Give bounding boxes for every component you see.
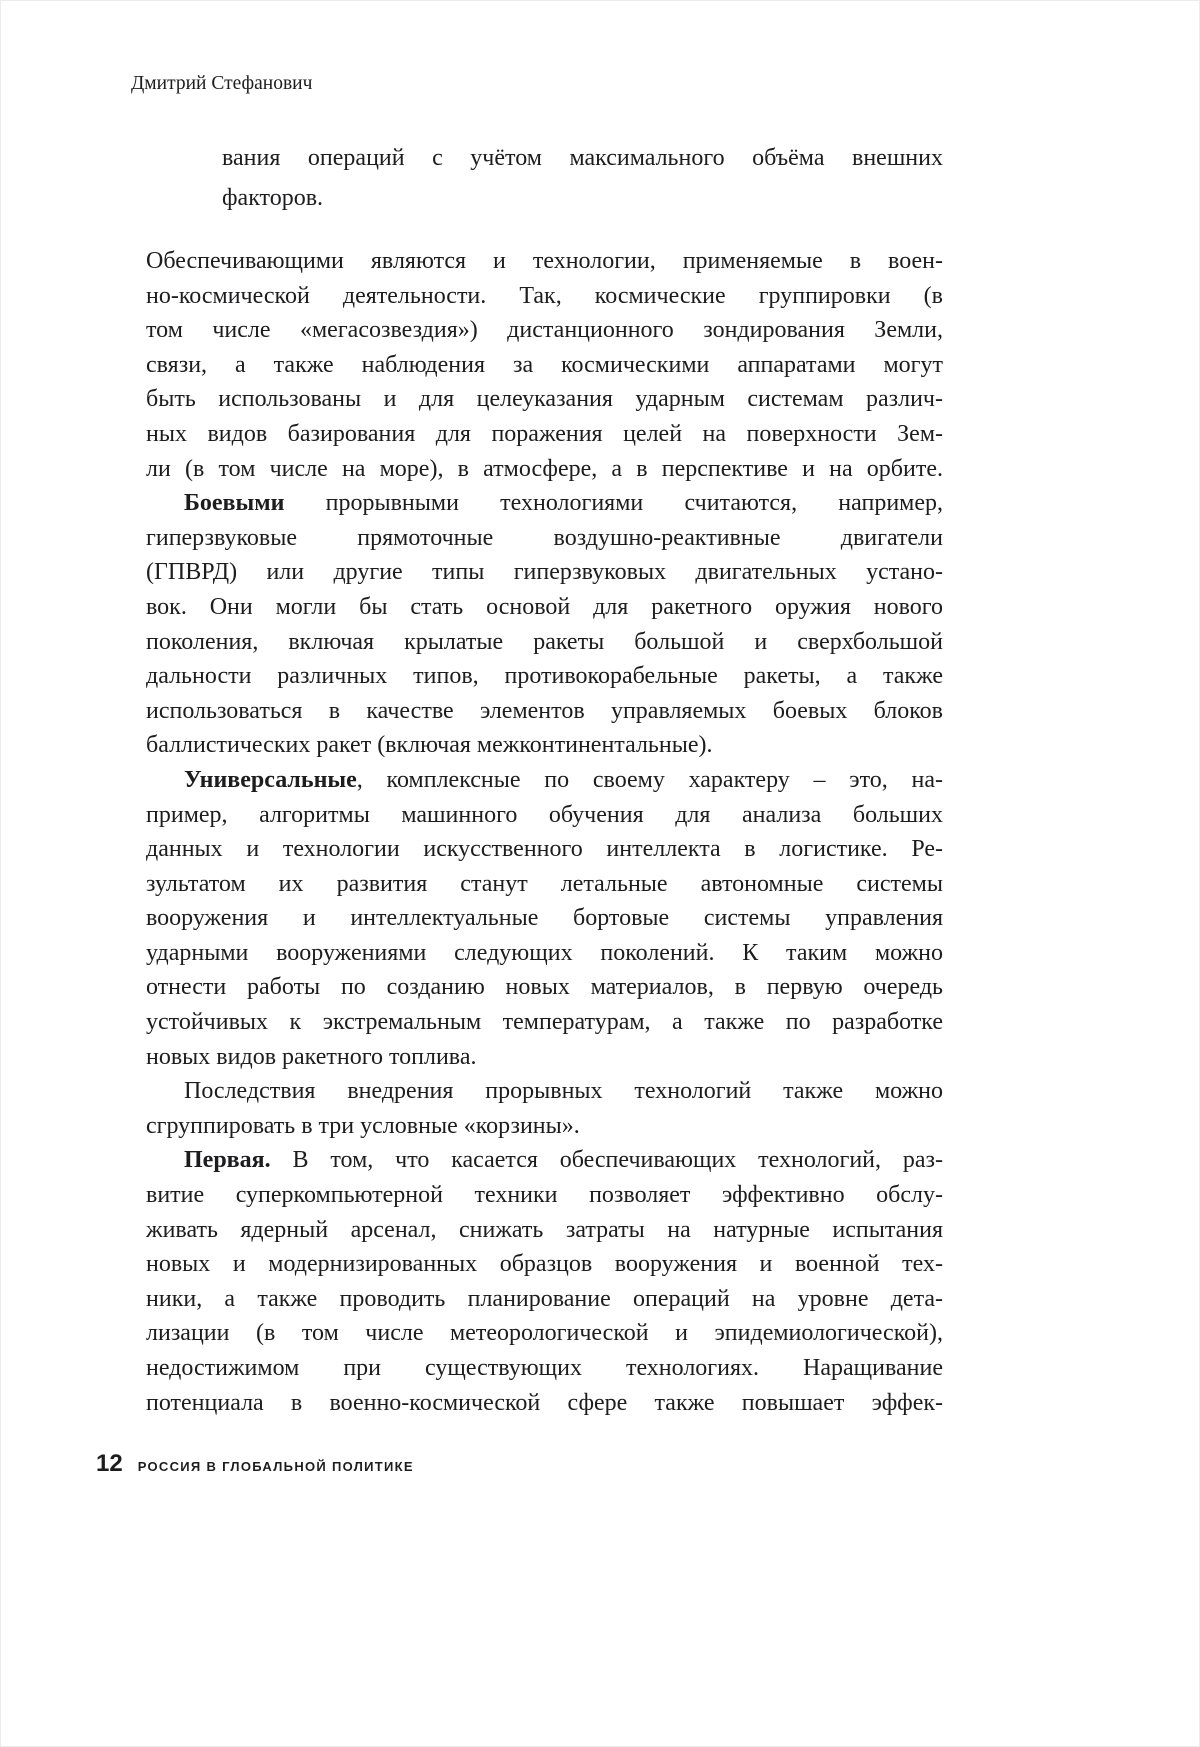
text-line: (ГПВРД) или другие типы гиперзвуковых двигательных устано-: [146, 559, 943, 586]
text-line: зультатом их развития станут летальные автономные системы: [146, 870, 943, 897]
text-line: витие суперкомпьютерной техники позволяет эффективно обслу-: [146, 1182, 943, 1209]
text-line: лизации (в том числе метеорологической и эпидемиологической),: [146, 1320, 943, 1347]
page-body: [146, 138, 943, 1420]
text-line: ники, а также проводить планирование операций на уровне дета-: [146, 1285, 943, 1312]
text-line: живать ядерный арсенал, снижать затраты на натурные испытания: [146, 1216, 943, 1243]
paragraph-lead: Универсальные: [184, 766, 357, 793]
text-line: связи, а также наблюдения за космическими аппаратами могут: [146, 351, 943, 378]
text-line: новых и модернизированных образцов вооружения и военной тех-: [146, 1251, 943, 1278]
text-line: Первая. В том, что касается обеспечивающих технологий, раз-: [184, 1147, 943, 1174]
paragraph: [146, 763, 943, 1074]
text-line: недостижимом при существующих технологиях. Наращивание: [146, 1355, 943, 1381]
running-header: Дмитрий Стефанович: [131, 73, 313, 94]
paragraph: [146, 486, 943, 763]
page-footer: [96, 1450, 414, 1478]
text-line: устойчивых к экстремальным температурам, а также по разработке: [146, 1009, 943, 1036]
paragraph: [146, 1143, 943, 1420]
text-line: данных и технологии искусственного интеллекта в логистике. Ре-: [146, 836, 943, 863]
text-line: ных видов базирования для поражения целей на поверхности Зем-: [146, 420, 943, 447]
text-line: но-космической деятельности. Так, космические группировки (в: [146, 282, 943, 309]
text-line: пример, алгоритмы машинного обучения для анализа больших: [146, 801, 943, 828]
text-line: гиперзвуковые прямоточные воздушно-реактивные двигатели: [146, 524, 943, 551]
paragraph-lead: Первая.: [184, 1147, 271, 1174]
text-line: отнести работы по созданию новых материалов, в первую очередь: [146, 974, 943, 1001]
paragraph: [146, 244, 943, 486]
text-line: вания операций с учётом максимального объёма внешних: [222, 145, 943, 171]
page-number: 12: [96, 1450, 123, 1477]
journal-title: РОССИЯ В ГЛОБАЛЬНОЙ ПОЛИТИКЕ: [137, 1459, 414, 1474]
text-line: вооружения и интеллектуальные бортовые системы управления: [146, 905, 943, 932]
quote-continuation: [146, 138, 943, 218]
text-line: использоваться в качестве элементов управляемых боевых блоков: [146, 697, 943, 724]
paragraph: [146, 1074, 943, 1143]
text-line: Боевыми прорывными технологиями считаются, например,: [184, 490, 943, 517]
text-line: том числе «мегасозвездия») дистанционного зондирования Земли,: [146, 317, 943, 344]
text-line: вок. Они могли бы стать основой для ракетного оружия нового: [146, 593, 943, 620]
text-line: факторов.: [222, 185, 324, 211]
text-line: поколения, включая крылатые ракеты большой и сверхбольшой: [146, 628, 943, 655]
text-line: баллистических ракет (включая межконтинентальные).: [146, 732, 713, 759]
text-line: быть использованы и для целеуказания ударным системам различ-: [146, 386, 943, 413]
text-line: новых видов ракетного топлива.: [146, 1043, 477, 1070]
text-line: Универсальные, комплексные по своему характеру – это, на-: [184, 766, 943, 793]
text-line: сгруппировать в три условные «корзины».: [146, 1112, 580, 1139]
text-line: дальности различных типов, противокорабельные ракеты, а также: [146, 663, 943, 690]
text-line: Последствия внедрения прорывных технологий также можно: [184, 1078, 943, 1105]
text-line: ли (в том числе на море), в атмосфере, а в перспективе и на орбите.: [146, 455, 943, 482]
text-line: потенциала в военно-космической сфере также повышает эффек-: [146, 1389, 943, 1416]
paragraph-lead: Боевыми: [184, 490, 285, 517]
text-line: Обеспечивающими являются и технологии, применяемые в воен-: [146, 248, 943, 274]
text-line: ударными вооружениями следующих поколений. К таким можно: [146, 939, 943, 966]
